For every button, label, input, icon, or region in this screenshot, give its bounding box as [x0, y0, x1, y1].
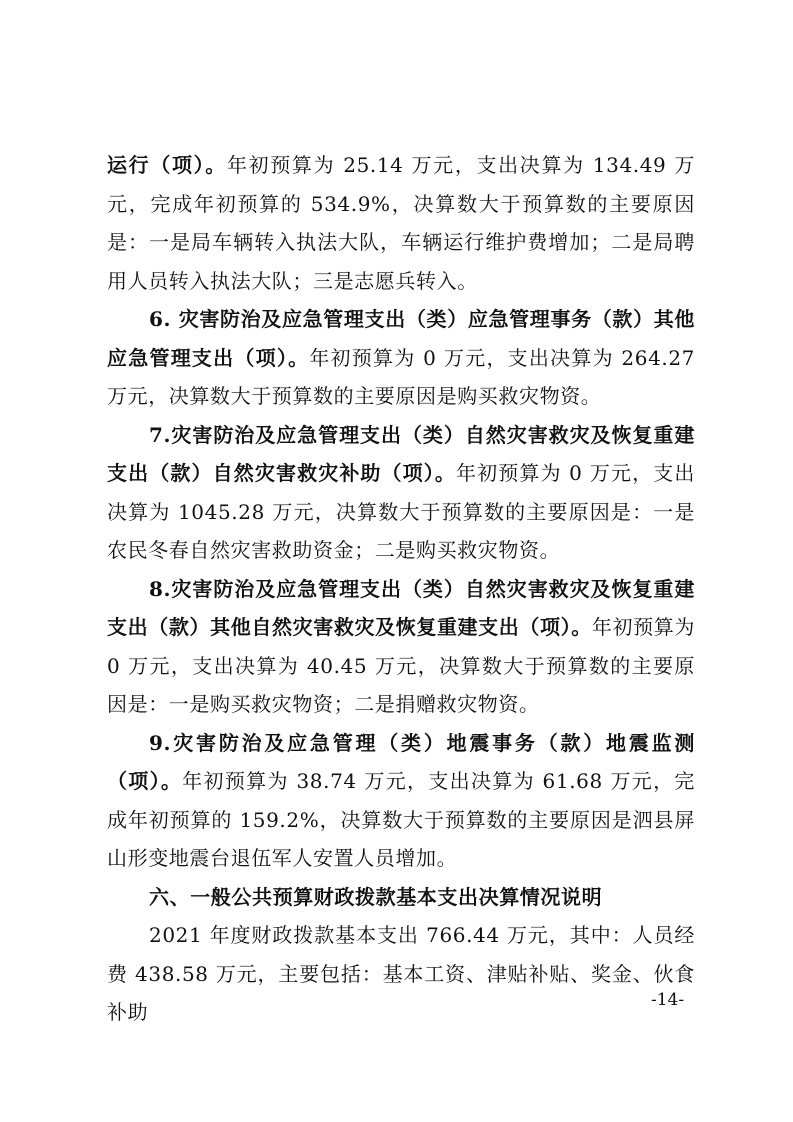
item-text: 年初预算为 0 万元，支出决算为 40.45 万元，决算数大于预算数的主要原因是：一是购买救灾物资；二是捐赠救灾物资。	[107, 615, 696, 716]
item-text: 年初预算为 25.14 万元，支出决算为 134.49 万元，完成年初预算的 534.9%，决算数大于预算数的主要原因是：一是局车辆转入执法大队，车辆运行维护费增加；二是局聘用人员转入执法大队；三是志愿兵转入。	[107, 153, 695, 293]
item-text: 年初预算为 0 万元，支出决算为 264.27 万元，决算数大于预算数的主要原因是购买救灾物资。	[107, 345, 696, 408]
item-title: 9.灾害防治及应急管理（类）地震事务（款）地震监测（项）。	[107, 730, 695, 793]
item-text: 年初预算为 0 万元，支出决算为 1045.28 万元，决算数大于预算数的主要原因是：一是农民冬春自然灾害救助资金；二是购买救灾物资。	[107, 461, 696, 562]
paragraph-item-8	[107, 570, 695, 724]
paragraph-item-9	[107, 724, 695, 878]
section-heading: 六、一般公共预算财政拨款基本支出决算情况说明	[149, 884, 603, 909]
paragraph-basic-expenditure: 2021 年度财政拨款基本支出 766.44 万元，其中：人员经费 438.58 万元，主要包括：基本工资、津贴补贴、奖金、伙食补助	[107, 923, 695, 1024]
item-title: 运行（项）。	[107, 153, 227, 177]
item-title: 8.灾害防治及应急管理支出（类）自然灾害救灾及恢复重建支出（款）其他自然灾害救灾及恢复重建支出（项）。	[107, 576, 695, 639]
item-text: 年初预算为 38.74 万元，支出决算为 61.68 万元，完成年初预算的 159.2%，决算数大于预算数的主要原因是泗县屏山形变地震台退伍军人安置人员增加。	[107, 769, 695, 870]
page-number: -14-	[651, 990, 685, 1010]
paragraph-item-6	[107, 300, 695, 416]
body-text	[107, 146, 695, 1032]
paragraph-item-5-continued	[107, 146, 695, 300]
paragraph-item-7	[107, 416, 695, 570]
item-title: 7.灾害防治及应急管理支出（类）自然灾害救灾及恢复重建支出（款）自然灾害救灾补助（项）。	[107, 422, 695, 485]
item-title: 6. 灾害防治及应急管理支出（类）应急管理事务（款）其他应急管理支出（项）。	[107, 307, 695, 370]
